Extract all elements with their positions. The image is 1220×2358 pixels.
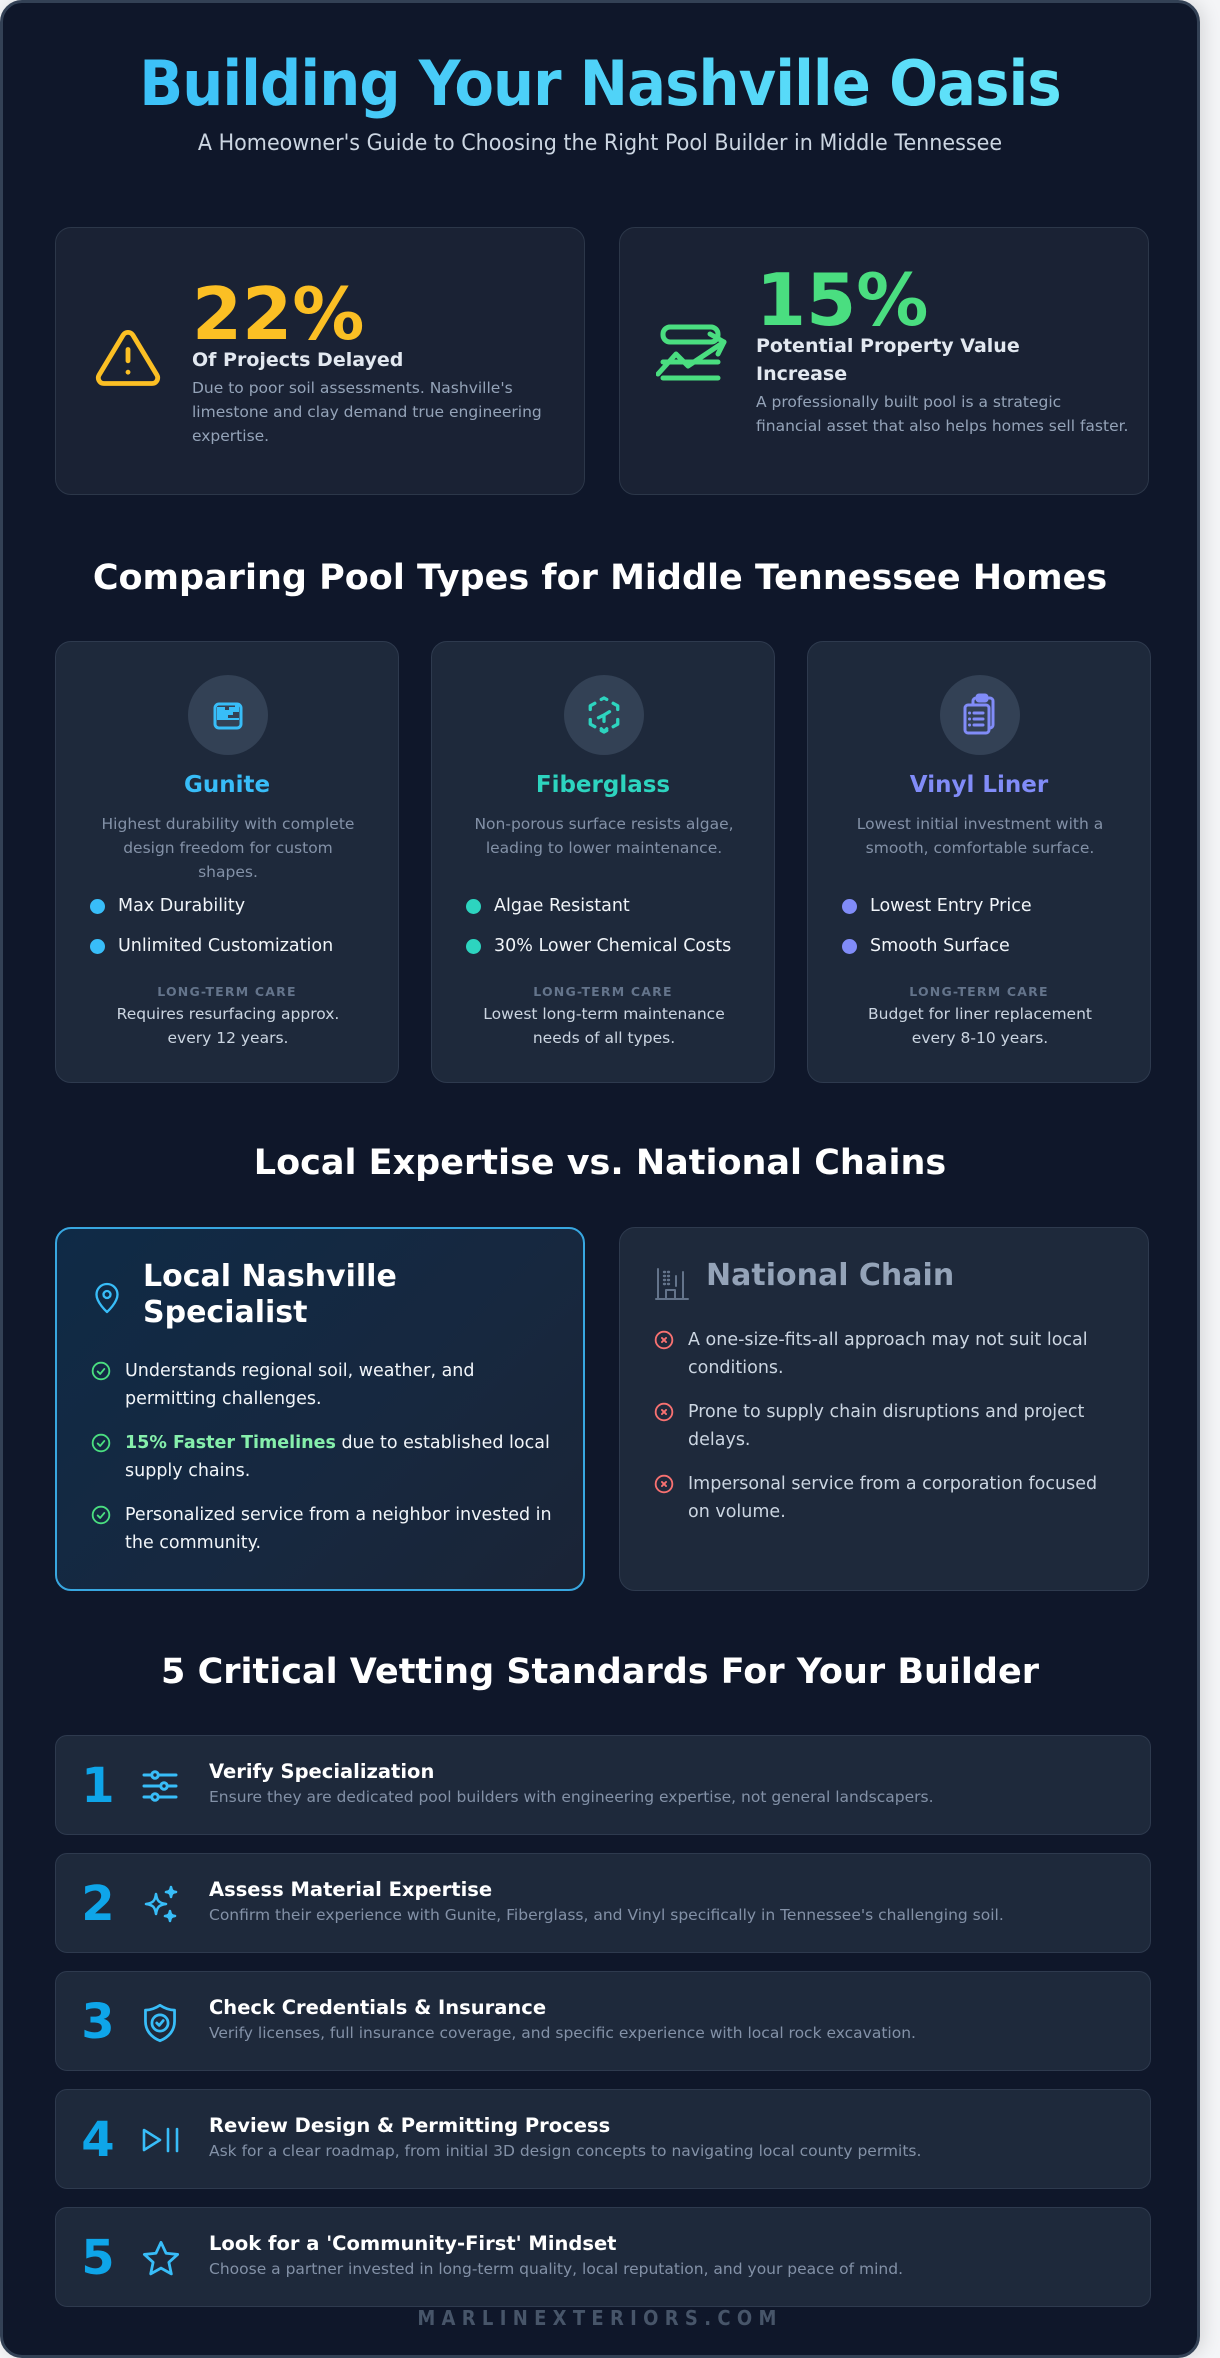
pool-type-name: Fiberglass: [535, 772, 671, 798]
card-title: National Chain: [706, 1258, 955, 1293]
icon-circle: [564, 675, 644, 755]
building-icon: [654, 1266, 690, 1302]
step-title: Verify Specialization: [209, 1760, 435, 1783]
stat-card-delayed: [55, 227, 585, 495]
disadvantage-item: [654, 1470, 1124, 1526]
care-text: Budget for liner replacement every 8-10 years.: [868, 1005, 1092, 1047]
pool-type-card-fiberglass: [431, 641, 775, 1083]
stat-description: A professionally built pool is a strategic financial asset that also helps homes sell faster.: [756, 393, 1129, 435]
bullet-dot-icon: [90, 939, 105, 954]
pool-type-card-gunite: [55, 641, 399, 1083]
feature-item: [842, 936, 1010, 956]
pool-type-description: Lowest initial investment with a smooth, comfortable surface.: [856, 815, 1104, 857]
highlight-text: 15% Faster Timelines: [125, 1433, 336, 1453]
advantage-item: [91, 1357, 561, 1413]
bullet-dot-icon: [466, 899, 481, 914]
section-heading-vetting: 5 Critical Vetting Standards For Your Builder: [161, 1652, 1039, 1692]
sliders-icon: [140, 1766, 180, 1806]
disadvantage-text: Prone to supply chain disruptions and project delays.: [688, 1402, 1085, 1450]
disadvantage-item: [654, 1326, 1124, 1382]
x-circle-icon: [654, 1402, 674, 1422]
step-number: 3: [81, 1994, 115, 2050]
shield-check-icon: [140, 2002, 180, 2044]
section-heading-comparison: Local Expertise vs. National Chains: [253, 1143, 947, 1183]
bullet-dot-icon: [842, 939, 857, 954]
step-description: Verify licenses, full insurance coverage, and specific experience with local rock excavation.: [209, 2024, 916, 2042]
feature-item: [466, 936, 731, 956]
pool-type-description: Highest durability with complete design freedom for custom shapes.: [101, 815, 355, 881]
step-description: Choose a partner invested in long-term quality, local reputation, and your peace of mind.: [209, 2260, 904, 2278]
feature-item: [466, 896, 630, 916]
footer-brand: MARLINEXTERIORS.COM: [417, 2306, 783, 2330]
check-circle-icon: [91, 1433, 111, 1453]
step-number: 2: [81, 1876, 115, 1932]
disadvantage-text: Impersonal service from a corporation focused on volume.: [688, 1474, 1098, 1522]
check-circle-icon: [91, 1361, 111, 1381]
step-title: Review Design & Permitting Process: [209, 2114, 611, 2137]
vetting-step-3: [55, 1971, 1151, 2071]
feature-item: [842, 896, 1032, 916]
icon-circle: [940, 675, 1020, 755]
national-chain-card: [619, 1227, 1149, 1591]
star-icon: [140, 2238, 182, 2280]
stat-description: Due to poor soil assessments. Nashville's limestone and clay demand true engineering expertise.: [192, 379, 542, 445]
advantage-text: Personalized service from a neighbor invested in the community.: [125, 1505, 552, 1553]
advantage-item: [91, 1429, 561, 1485]
vetting-step-1: [55, 1735, 1151, 1835]
step-number: 1: [81, 1758, 115, 1814]
stat-label: Potential Property Value Increase: [756, 335, 1020, 385]
advantage-item: [91, 1501, 561, 1557]
step-number: 4: [81, 2112, 115, 2168]
3d-cube-icon: [582, 693, 626, 737]
stat-value: 15%: [756, 258, 929, 342]
bullet-dot-icon: [90, 899, 105, 914]
map-pin-icon: [93, 1281, 121, 1315]
pool-type-name: Gunite: [183, 772, 271, 798]
step-title: Look for a 'Community-First' Mindset: [209, 2232, 617, 2255]
vetting-step-4: [55, 2089, 1151, 2189]
feature-label: Lowest Entry Price: [870, 896, 1032, 916]
sparkles-icon: [140, 1884, 182, 1926]
stat-label: Of Projects Delayed: [192, 349, 404, 371]
vetting-step-2: [55, 1853, 1151, 1953]
disadvantage-item: [654, 1398, 1124, 1454]
disadvantage-text: A one-size-fits-all approach may not suit local conditions.: [688, 1330, 1088, 1378]
page-subtitle: A Homeowner's Guide to Choosing the Right Pool Builder in Middle Tennessee: [197, 131, 1003, 156]
pool-type-card-vinyl: [807, 641, 1151, 1083]
clipboard-list-icon: [960, 693, 1000, 737]
feature-label: Max Durability: [118, 896, 246, 916]
step-title: Check Credentials & Insurance: [209, 1996, 547, 2019]
bullet-dot-icon: [466, 939, 481, 954]
pool-type-name: Vinyl Liner: [909, 772, 1049, 798]
step-title: Assess Material Expertise: [209, 1878, 493, 1901]
feature-label: 30% Lower Chemical Costs: [494, 936, 732, 956]
check-circle-icon: [91, 1505, 111, 1525]
warning-triangle-icon: [92, 324, 164, 392]
care-label: LONG-TERM CARE: [909, 984, 1049, 999]
feature-label: Unlimited Customization: [118, 936, 334, 956]
step-description: Confirm their experience with Gunite, Fiberglass, and Vinyl specifically in Tennessee's challenging soil.: [209, 1906, 1004, 1924]
trending-chart-icon: [656, 324, 728, 384]
care-label: LONG-TERM CARE: [533, 984, 673, 999]
feature-item: [90, 936, 333, 956]
icon-circle: [188, 675, 268, 755]
page-title: Building Your Nashville Oasis: [45, 47, 1155, 120]
play-pause-icon: [140, 2124, 182, 2156]
feature-label: Smooth Surface: [870, 936, 1010, 956]
local-specialist-card: [55, 1227, 585, 1591]
step-number: 5: [81, 2230, 115, 2286]
bullet-dot-icon: [842, 899, 857, 914]
step-description: Ensure they are dedicated pool builders with engineering expertise, not general landscapers.: [209, 1788, 934, 1806]
x-circle-icon: [654, 1330, 674, 1350]
advantage-text: Understands regional soil, weather, and permitting challenges.: [125, 1361, 475, 1409]
advantage-text: due to established local supply chains.: [125, 1433, 550, 1481]
vetting-step-5: [55, 2207, 1151, 2307]
care-label: LONG-TERM CARE: [157, 984, 297, 999]
card-title: Local Nashville Specialist: [143, 1259, 397, 1330]
stat-value: 22%: [192, 272, 365, 356]
feature-item: [90, 896, 245, 916]
care-text: Lowest long-term maintenance needs of all types.: [483, 1005, 725, 1047]
step-description: Ask for a clear roadmap, from initial 3D design concepts to navigating local county permits.: [209, 2142, 922, 2160]
section-heading-pool-types: Comparing Pool Types for Middle Tennessee Homes: [92, 558, 1108, 598]
care-text: Requires resurfacing approx. every 12 years.: [116, 1005, 340, 1047]
feature-label: Algae Resistant: [494, 896, 630, 916]
concrete-block-icon: [212, 699, 244, 731]
pool-type-description: Non-porous surface resists algae, leading to lower maintenance.: [474, 815, 734, 857]
x-circle-icon: [654, 1474, 674, 1494]
stat-card-property-value: [619, 227, 1149, 495]
